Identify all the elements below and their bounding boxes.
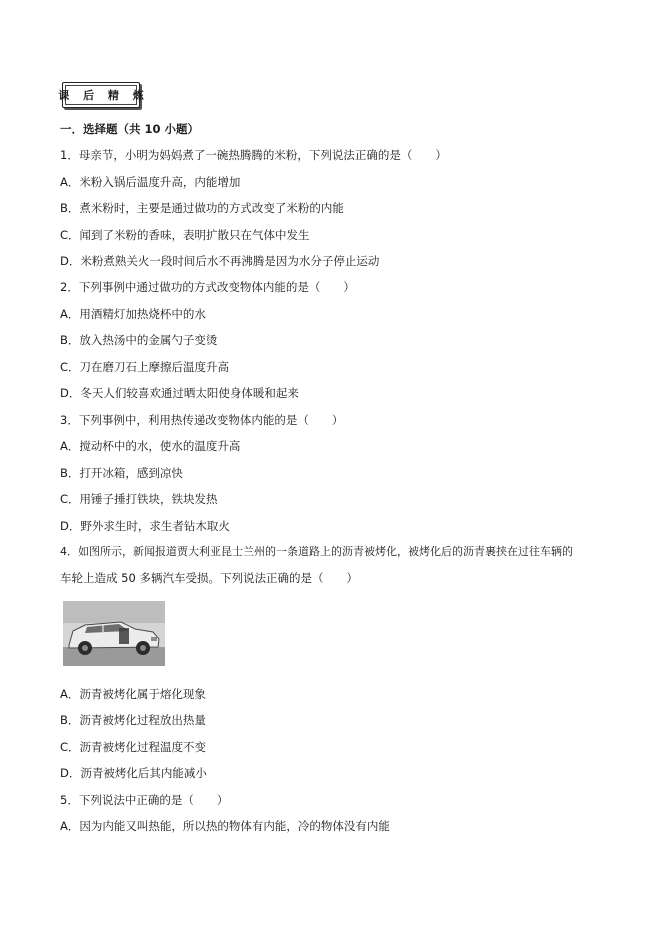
question-3-option-a: A．搅动杯中的水，使水的温度升高	[60, 439, 241, 453]
question-1-option-a: A．米粉入锅后温度升高，内能增加	[60, 175, 241, 189]
section-title: 一．选择题（共 10 小题）	[60, 122, 200, 136]
question-2-option-a: A．用酒精灯加热烧杯中的水	[60, 307, 206, 321]
badge-label: 课 后 精 炼	[58, 89, 149, 102]
damaged-car-photo	[63, 601, 165, 666]
question-2-option-d: D．冬天人们较喜欢通过晒太阳使身体暖和起来	[60, 386, 299, 400]
question-1-option-b: B．煮米粉时，主要是通过做功的方式改变了米粉的内能	[60, 201, 344, 215]
question-5-stem: 5．下列说法中正确的是（ ）	[60, 793, 229, 807]
question-4-option-d: D．沥青被烤化后其内能减小	[60, 766, 207, 780]
question-4-option-a: A．沥青被烤化属于熔化现象	[60, 687, 206, 701]
after-class-practice-badge	[58, 82, 149, 108]
question-4-option-c: C．沥青被烤化过程温度不变	[60, 740, 207, 754]
question-4-option-b: B．沥青被烤化过程放出热量	[60, 713, 206, 727]
question-1-option-d: D．米粉煮熟关火一段时间后水不再沸腾是因为水分子停止运动	[60, 254, 380, 268]
question-2-option-c: C．刀在磨刀石上摩擦后温度升高	[60, 360, 230, 374]
question-3-option-c: C．用锤子捶打铁块，铁块发热	[60, 492, 218, 506]
question-1-option-c: C．闻到了米粉的香味，表明扩散只在气体中发生	[60, 228, 310, 242]
question-3-option-b: B．打开冰箱，感到凉快	[60, 466, 183, 480]
question-2-stem: 2．下列事例中通过做功的方式改变物体内能的是（ ）	[60, 280, 355, 294]
question-2-option-b: B．放入热汤中的金属勺子变烫	[60, 333, 218, 347]
question-3-option-d: D．野外求生时，求生者钻木取火	[60, 519, 230, 533]
question-4-stem-line-2: 车轮上造成 50 多辆汽车受损。下列说法正确的是（ ）	[60, 571, 358, 585]
question-4-stem-line-1: 4．如图所示，新闻报道贾大利亚昆士兰州的一条道路上的沥青被烤化，被烤化后的沥青裹挟在过往车辆的	[60, 545, 573, 558]
question-5-option-a: A．因为内能又叫热能，所以热的物体有内能，冷的物体没有内能	[60, 819, 390, 833]
question-3-stem: 3．下列事例中，利用热传递改变物体内能的是（ ）	[60, 413, 344, 427]
question-1-stem: 1．母亲节，小明为妈妈煮了一碗热腾腾的米粉，下列说法正确的是（ ）	[60, 148, 447, 162]
